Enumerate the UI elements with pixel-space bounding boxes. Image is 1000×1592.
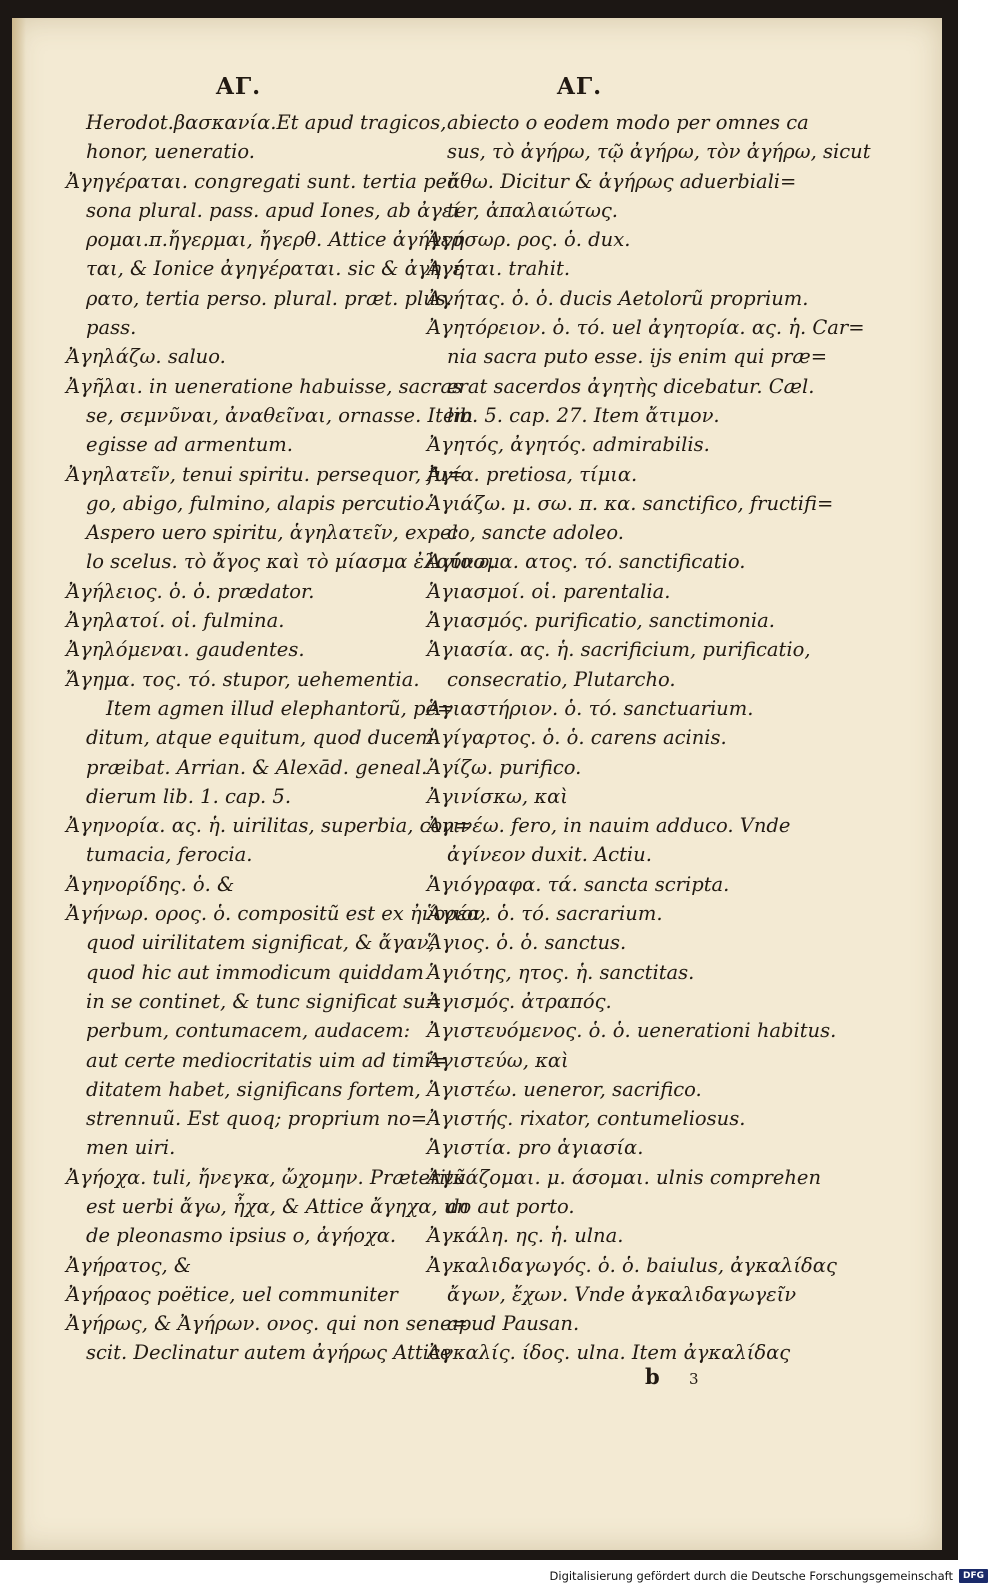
text-line: Ἀγηλατεῖν, tenui spiritu. persequor, fu= xyxy=(66,462,464,486)
text-line: ἄγων, ἔχων. Vnde ἀγκαλιδαγωγεῖν xyxy=(447,1282,797,1306)
text-line: scit. Declinatur autem ἀγήρως Attice xyxy=(86,1341,452,1365)
text-line: Ἀγητόρειον. ὁ. τό. uel ἀγητορία. ας. ἡ. Car= xyxy=(427,316,865,340)
text-line: Ἁγιστέω. ueneror, sacrifico. xyxy=(427,1077,702,1101)
text-line: ἀγίνεον duxit. Actiu. xyxy=(447,843,652,867)
text-line: Ἀγηλόμεναι. gaudentes. xyxy=(66,638,305,662)
text-line: sus, τὸ ἀγήρω, τῷ ἀγήρω, τὸν ἀγήρω, sicut xyxy=(447,140,871,164)
text-line: ἄθω. Dicitur & ἀγήρως aduerbiali= xyxy=(447,169,797,193)
text-line: Ἁγιστεύω, καὶ xyxy=(427,1048,569,1072)
text-line: in se continet, & tunc significat su= xyxy=(86,989,443,1013)
text-line: go, abigo, fulmino, alapis percutio. xyxy=(86,491,430,515)
text-line: Ἀγκάλη. ης. ἡ. ulna. xyxy=(427,1224,624,1248)
text-line: Ἀγηλάζω. saluo. xyxy=(66,345,226,369)
text-line: Aspero uero spiritu, ἁγηλατεῖν, expel xyxy=(86,521,458,545)
text-line: Ἀγήται. trahit. xyxy=(427,257,571,281)
text-line: Ἀγηνορίδης. ὁ. & xyxy=(66,872,235,896)
text-line: Ἀγηνορία. ας. ἡ. uirilitas, superbia, con= xyxy=(66,814,472,838)
text-line: de pleonasmo ipsius ο, ἀγήοχα. xyxy=(86,1224,397,1248)
right-running-head: ΑΓ. xyxy=(557,73,603,100)
text-line: Ἀγήοχα. tuli, ἤνεγκα, ὤχομην. Præteritũ xyxy=(66,1165,466,1189)
text-line: Ἀγήρως, & Ἀγήρων. ονος. qui non sene= xyxy=(66,1312,468,1336)
text-line: quod uirilitatem significat, & ἄγαν, xyxy=(86,931,435,955)
text-line: Ἁγιστία. pro ἁγιασία. xyxy=(427,1136,644,1160)
text-line: lo scelus. τὸ ἄγος καὶ τὸ μίασμα ἐλαύνω. xyxy=(86,550,496,574)
digitization-footer xyxy=(550,1566,988,1586)
right-column-lines xyxy=(427,108,871,1368)
signature-letter: b xyxy=(645,1364,660,1389)
text-line: Ἀγήτας. ὁ. ὁ. ducis Aetolorũ proprium. xyxy=(427,286,809,310)
text-line: Ἀγῆλαι. in ueneratione habuisse, sacras xyxy=(66,374,463,398)
text-line: ditatem habet, significans fortem, xyxy=(86,1077,421,1101)
text-line: Ἀγκαλίς. ίδος. ulna. Item ἀγκαλίδας xyxy=(427,1341,791,1365)
text-line: tumacia, ferocia. xyxy=(86,843,253,867)
text-line: Ἀγία. pretiosa, τίμια. xyxy=(427,462,638,486)
text-line: se, σεμνῦναι, ἀναθεῖναι, ornasse. Item xyxy=(86,403,474,427)
text-line: ρατο, tertia perso. plural. præt. plus. xyxy=(86,286,453,310)
text-line: est uerbi ἄγω, ἦχα, & Attice ἄγηχα, un xyxy=(86,1194,469,1218)
text-line: Ἀγινίσκω, καὶ xyxy=(427,784,568,808)
text-line: quod hic aut immodicum quiddam xyxy=(86,960,424,984)
text-line: Ἀγισμός. ἀτραπός. xyxy=(427,989,612,1013)
text-line: Ἀγητός, ἀγητός. admirabilis. xyxy=(427,433,710,457)
text-line: Ἁγίζω. purifico. xyxy=(427,755,582,779)
text-line: sona plural. pass. apud Iones, ab ἀγεί xyxy=(86,198,461,222)
text-line: apud Pausan. xyxy=(447,1312,580,1336)
signature-number: 3 xyxy=(689,1370,699,1388)
text-line: Herodot.βασκανία.Et apud tragicos, xyxy=(86,111,447,134)
text-line: erat sacerdos ἀγητὴς dicebatur. Cæl. xyxy=(447,374,815,398)
text-line: Ἀγηλατοί. οἱ. fulmina. xyxy=(66,609,285,633)
text-line: Ἁγιασμοί. οἱ. parentalia. xyxy=(427,579,671,603)
text-line: Ἀγίγαρτος. ὁ. ὁ. carens acinis. xyxy=(427,726,727,750)
text-line: pass. xyxy=(86,316,137,340)
text-line: Ἀγήσωρ. ρος. ὁ. dux. xyxy=(427,228,631,252)
text-line: Ἀγήραος poëtice, uel communiter xyxy=(66,1282,398,1306)
text-line: Ἁγιασία. ας. ἡ. sacrificium, purificatio, xyxy=(427,638,811,662)
text-line: Ἅγιος. ὁ. ὁ. sanctus. xyxy=(427,931,627,955)
text-line: perbum, contumacem, audacem: xyxy=(86,1019,411,1043)
book-page xyxy=(12,18,942,1550)
text-line: Item agmen illud elephantorũ, pe= xyxy=(106,696,454,720)
text-line: Ἁγιαστήριον. ὁ. τό. sanctuarium. xyxy=(427,696,754,720)
text-line: Ἄγημα. τος. τό. stupor, uehementia. xyxy=(66,667,420,691)
text-line: aut certe mediocritatis uim ad timi= xyxy=(86,1048,448,1072)
text-line: lib. 5. cap. 27. Item ἄτιμον. xyxy=(447,403,720,427)
text-line: Ἀγινέω. fero, in nauim adduco. Vnde xyxy=(427,814,791,838)
text-line: strennuũ. Est quoq; proprium no= xyxy=(86,1107,428,1131)
text-line: abiecto ο eodem modo per omnes ca xyxy=(447,111,809,134)
text-line: do aut porto. xyxy=(447,1194,575,1218)
text-line: ρομαι.π.ἤγερμαι, ἤγερθ. Attice ἀγήγερ xyxy=(86,228,463,252)
footer-credit-text: Digitalisierung gefördert durch die Deutsche Forschungsgemeinschaft xyxy=(549,1569,953,1583)
text-line: Ἁγίασμα. ατος. τό. sanctificatio. xyxy=(427,550,746,574)
dfg-logo-icon: DFG xyxy=(959,1569,988,1583)
text-line: Ἀγκάζομαι. μ. άσομαι. ulnis comprehen xyxy=(427,1165,822,1189)
text-line: Ἁγιόγραφα. τά. sancta scripta. xyxy=(427,872,730,896)
text-line: Ἀγήνωρ. ορος. ὁ. compositũ est ex ἠνορέα, xyxy=(66,902,487,926)
text-line: Ἁγιότης, ητος. ἡ. sanctitas. xyxy=(427,960,695,984)
text-line: egisse ad armentum. xyxy=(86,433,293,457)
text-line: Ἁγιασμός. purificatio, sanctimonia. xyxy=(427,609,775,633)
page-gutter-shadow xyxy=(12,18,26,1550)
text-line: co, sancte adoleo. xyxy=(447,521,624,545)
text-line: Ἀγήρατος, & xyxy=(66,1253,192,1277)
right-column xyxy=(427,66,871,1368)
left-column xyxy=(66,66,496,1368)
text-line: præibat. Arrian. & Alexād. geneal. xyxy=(86,755,428,779)
text-line: Ἀγήλειος. ὁ. ὁ. prædator. xyxy=(66,579,315,603)
signature-mark xyxy=(645,1364,699,1389)
text-line: ditum, atque equitum, quod ducem xyxy=(86,726,434,750)
text-line: honor, ueneratio. xyxy=(86,140,255,164)
text-line: Ἀγηγέραται. congregati sunt. tertia per xyxy=(66,169,457,193)
text-line: men uiri. xyxy=(86,1136,176,1160)
text-line: consecratio, Plutarcho. xyxy=(447,667,676,691)
text-line: Ἀγιστευόμενος. ὁ. ὁ. uenerationi habitus. xyxy=(427,1019,837,1043)
left-column-lines xyxy=(66,108,496,1368)
text-line: Ἁγιάζω. μ. σω. π. κα. sanctifico, fructifi= xyxy=(427,491,834,515)
text-line: dierum lib. 1. cap. 5. xyxy=(86,784,292,808)
text-line: Ἅγιον. ὁ. τό. sacrarium. xyxy=(427,902,663,926)
text-line: Ἀγιστής. rixator, contumeliosus. xyxy=(427,1107,746,1131)
text-line: ter, ἀπαλαιώτως. xyxy=(447,198,618,222)
text-line: nia sacra puto esse. ijs enim qui præ= xyxy=(447,345,828,369)
left-running-head: ΑΓ. xyxy=(216,73,262,100)
text-line: Ἀγκαλιδαγωγός. ὁ. ὁ. baiulus, ἀγκαλίδας xyxy=(427,1253,837,1277)
text-line: ται, & Ionice ἀγηγέραται. sic & ἀγηγέ xyxy=(86,257,464,281)
